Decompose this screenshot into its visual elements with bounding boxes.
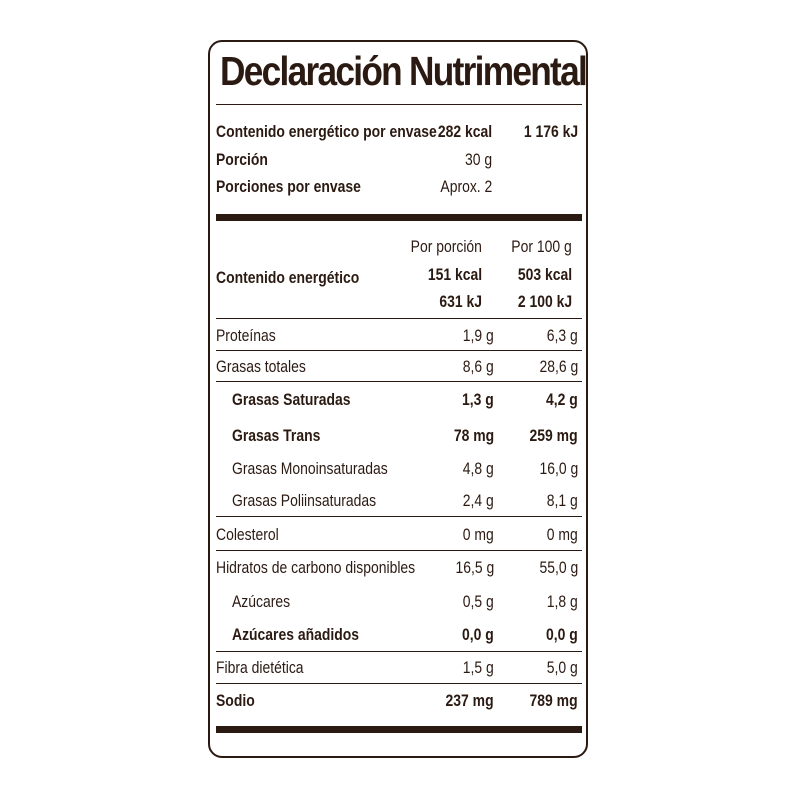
nutrient-portion-monounsaturated: 4,8 g [462, 459, 494, 478]
nutrient-100g-saturated-fat: 4,2 g [546, 390, 578, 409]
nutrient-portion-trans-fat: 78 mg [453, 426, 494, 445]
nutrient-portion-polyunsaturated: 2,4 g [462, 491, 494, 510]
energy-label: Contenido energético [216, 268, 360, 287]
row-divider [216, 683, 582, 684]
nutrient-100g-monounsaturated: 16,0 g [539, 459, 578, 478]
nutrient-portion-sodium: 237 mg [445, 691, 494, 710]
nutrient-portion-added-sugars: 0,0 g [462, 625, 494, 644]
energy-100g-kj: 2 100 kJ [517, 292, 572, 311]
nutrient-portion-saturated-fat: 1,3 g [462, 390, 494, 409]
panel-title: Declaración Nutrimental [220, 48, 587, 94]
row-divider [216, 516, 582, 517]
nutrient-label-sugars: Azúcares [232, 592, 291, 611]
energy-portion-kcal: 151 kcal [427, 265, 482, 284]
nutrient-portion-proteins: 1,9 g [462, 326, 494, 345]
nutrient-100g-trans-fat: 259 mg [529, 426, 578, 445]
nutrient-label-proteins: Proteínas [216, 326, 276, 345]
nutrient-portion-sugars: 0,5 g [462, 592, 494, 611]
nutrient-label-polyunsaturated: Grasas Poliinsaturadas [232, 491, 377, 510]
nutrient-label-carbohydrates: Hidratos de carbono disponibles [216, 558, 416, 577]
row-divider [216, 550, 582, 551]
servings-label: Porciones por envase [216, 177, 361, 196]
nutrient-100g-proteins: 6,3 g [546, 326, 578, 345]
energy-per-package-kcal: 282 kcal [437, 122, 492, 141]
servings-value: Aprox. 2 [440, 177, 492, 196]
nutrient-label-trans-fat: Grasas Trans [232, 426, 321, 445]
row-divider [216, 381, 582, 382]
header-divider [216, 214, 582, 221]
nutrient-label-cholesterol: Colesterol [216, 525, 279, 544]
portion-label: Porción [216, 150, 268, 169]
nutrient-100g-carbohydrates: 55,0 g [539, 558, 578, 577]
nutrient-100g-sodium: 789 mg [529, 691, 578, 710]
footer-divider [216, 726, 582, 733]
energy-per-package-label: Contenido energético por envase [216, 122, 437, 141]
nutrient-label-total-fat: Grasas totales [216, 357, 306, 376]
nutrient-100g-sugars: 1,8 g [546, 592, 578, 611]
energy-per-package-kj: 1 176 kJ [523, 122, 578, 141]
nutrient-100g-total-fat: 28,6 g [539, 357, 578, 376]
nutrient-portion-total-fat: 8,6 g [462, 357, 494, 376]
row-divider [216, 350, 582, 351]
column-per-100g: Por 100 g [511, 237, 572, 256]
nutrient-portion-fiber: 1,5 g [462, 658, 494, 677]
energy-portion-kj: 631 kJ [439, 292, 482, 311]
nutrient-100g-cholesterol: 0 mg [547, 525, 578, 544]
nutrient-portion-cholesterol: 0 mg [463, 525, 494, 544]
portion-value: 30 g [464, 150, 492, 169]
row-divider [216, 651, 582, 652]
energy-100g-kcal: 503 kcal [517, 265, 572, 284]
nutrient-label-added-sugars: Azúcares añadidos [232, 625, 360, 644]
nutrient-100g-added-sugars: 0,0 g [546, 625, 578, 644]
energy-divider [216, 318, 582, 319]
nutrient-100g-polyunsaturated: 8,1 g [546, 491, 578, 510]
column-per-portion: Por porción [410, 237, 482, 256]
nutrient-portion-carbohydrates: 16,5 g [455, 558, 494, 577]
nutrient-label-fiber: Fibra dietética [216, 658, 304, 677]
nutrient-100g-fiber: 5,0 g [546, 658, 578, 677]
nutrient-label-monounsaturated: Grasas Monoinsaturadas [232, 459, 388, 478]
nutrient-label-saturated-fat: Grasas Saturadas [232, 390, 351, 409]
nutrient-label-sodium: Sodio [216, 691, 255, 710]
title-divider [216, 104, 582, 105]
